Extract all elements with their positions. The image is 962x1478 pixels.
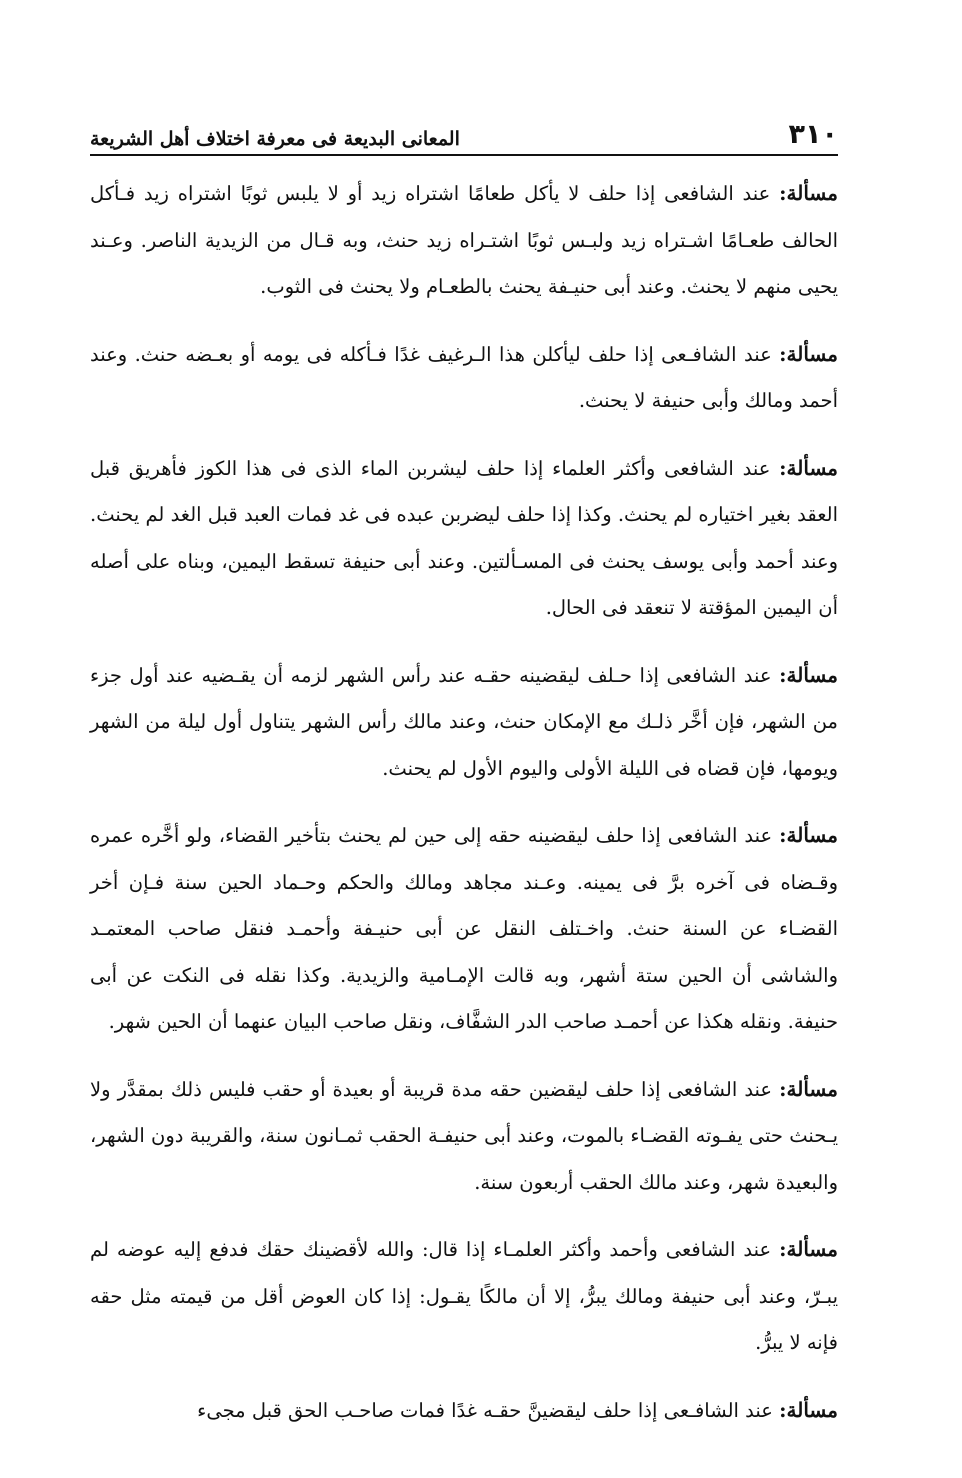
issue-label: مسألة: <box>779 1397 838 1422</box>
page-header <box>90 110 838 156</box>
paragraph <box>90 331 838 425</box>
issue-label: مسألة: <box>779 1076 838 1101</box>
issue-label: مسألة: <box>779 341 838 366</box>
paragraph-text: عند الشافعى وأكثر العلماء إذا حلف ليشربن الماء الذى فى هذا الكوز فأهريق قبل العقد بغير اختياره لم يحنث. وكذا إذا حلف ليضربن عبده فى غد فمات العبد قبل الغد لم يحنث. وعند أحمد وأبى يوسف يحنث فى المسـألتين. وعند أبى حنيفة تسقط اليمين، وبناه على أصله أن اليمين المؤقتة لا تنعقد فى الحال. <box>90 456 838 619</box>
paragraph <box>90 445 838 632</box>
issue-label: مسألة: <box>779 455 839 480</box>
issue-label: مسألة: <box>779 823 838 847</box>
paragraph-text: عند الشافـعى إذا حلف ليقضينَّ حقـه غدًا فمات صاحـب الحق قبل مجىء <box>197 1398 773 1422</box>
paragraph-text: عند الشافعى إذا حلف ليقضين حقه مدة قريبة أو بعيدة أو حقب فليس ذلك بمقدَّر ولا يـحنث حتى يفـوته القضـاء بالموت، وعند أبى حنيفـة الحقب ثمـانون سنة، والقريبة دون الشهر، والبعيدة شهر، وعند مالك الحقب أربعون سنة. <box>90 1077 838 1194</box>
paragraph-text: عند الشافعى إذا حلف ليقضينه حقه إلى حين لم يحنث بتأخير القضاء، ولو أخَّره عمره وقـضاه فى آخره برَّ فى يمينه. وعـند مجاهد ومالك والحكم وحـماد الحين سنة فـإن أخر القضـاء عن السنة حنث. واخـتلف النقل عن أبى حنيـفة وأحمـد فنقل صاحب المعتمـد والشاشى أن الحين ستة أشهر، وبه قالت الإمـامية والزيدية. وكذا نقله فى النكت عن أبى حنيفة. ونقله هكذا عن أحمـد صاحب الدر الشفَّاف، ونقل صاحب البيان عنهما أن الحين شهر. <box>90 824 838 1033</box>
paragraph <box>90 812 838 1046</box>
issue-label: مسألة: <box>779 1237 838 1261</box>
paragraph <box>90 1387 838 1435</box>
paragraph-text: عند الشافعى إذا حلف لا يأكل طعامًا اشتراه زيد أو لا يلبس ثوبًا اشتراه زيد فـأكل الحالف طعـامًا اشـتراه زيد ولبـس ثوبًا اشتـراه زيد حنث، وبه قـال من الزيدية الناصر. وعـند يحيى منهم لا يحنث. وعند أبى حنيـفة يحنث بالطعـام ولا يحنث فى الثوب. <box>90 182 838 298</box>
issue-label: مسألة: <box>779 181 838 205</box>
paragraph <box>90 170 838 311</box>
page-body <box>90 170 838 1434</box>
paragraph <box>90 1066 838 1207</box>
page-number: ٣١٠ <box>788 119 838 150</box>
paragraph <box>90 1226 838 1367</box>
book-page <box>90 110 838 1454</box>
paragraph-text: عند الشافعى إذا حـلف ليقضينه حقـه عند رأس الشهر لزمه أن يقـضيه عند أول جزء من الشهر، فإن أخَّر ذلـك مع الإمكان حنث، وعند مالك رأس الشهر يتناول أول ليلة من الشهر ويومها، فإن قضاه فى الليلة الأولى واليوم الأول لم يحنث. <box>90 663 838 780</box>
paragraph-text: عند الشافعى وأحمد وأكثر العلمـاء إذا قال: والله لأقضينك حقك فدفع إليه عوضه لم يبـرّ، وعند أبى حنيفة ومالك يبرُّ، إلا أن مالكًا يقـول: إذا كان العوض أقل من قيمته مثل حقه فإنه لا يبرُّ. <box>90 1238 838 1354</box>
issue-label: مسألة: <box>779 662 838 687</box>
running-title: المعانى البديعة فى معرفة اختلاف أهل الشريعة <box>90 128 460 150</box>
paragraph-text: عند الشافـعى إذا حلف ليأكلن هذا الـرغيف غدًا فـأكله فى يومه أو بعـضه حنث. وعند أحمد ومالك وأبى حنيفة لا يحنث. <box>90 342 838 412</box>
paragraph <box>90 652 838 793</box>
